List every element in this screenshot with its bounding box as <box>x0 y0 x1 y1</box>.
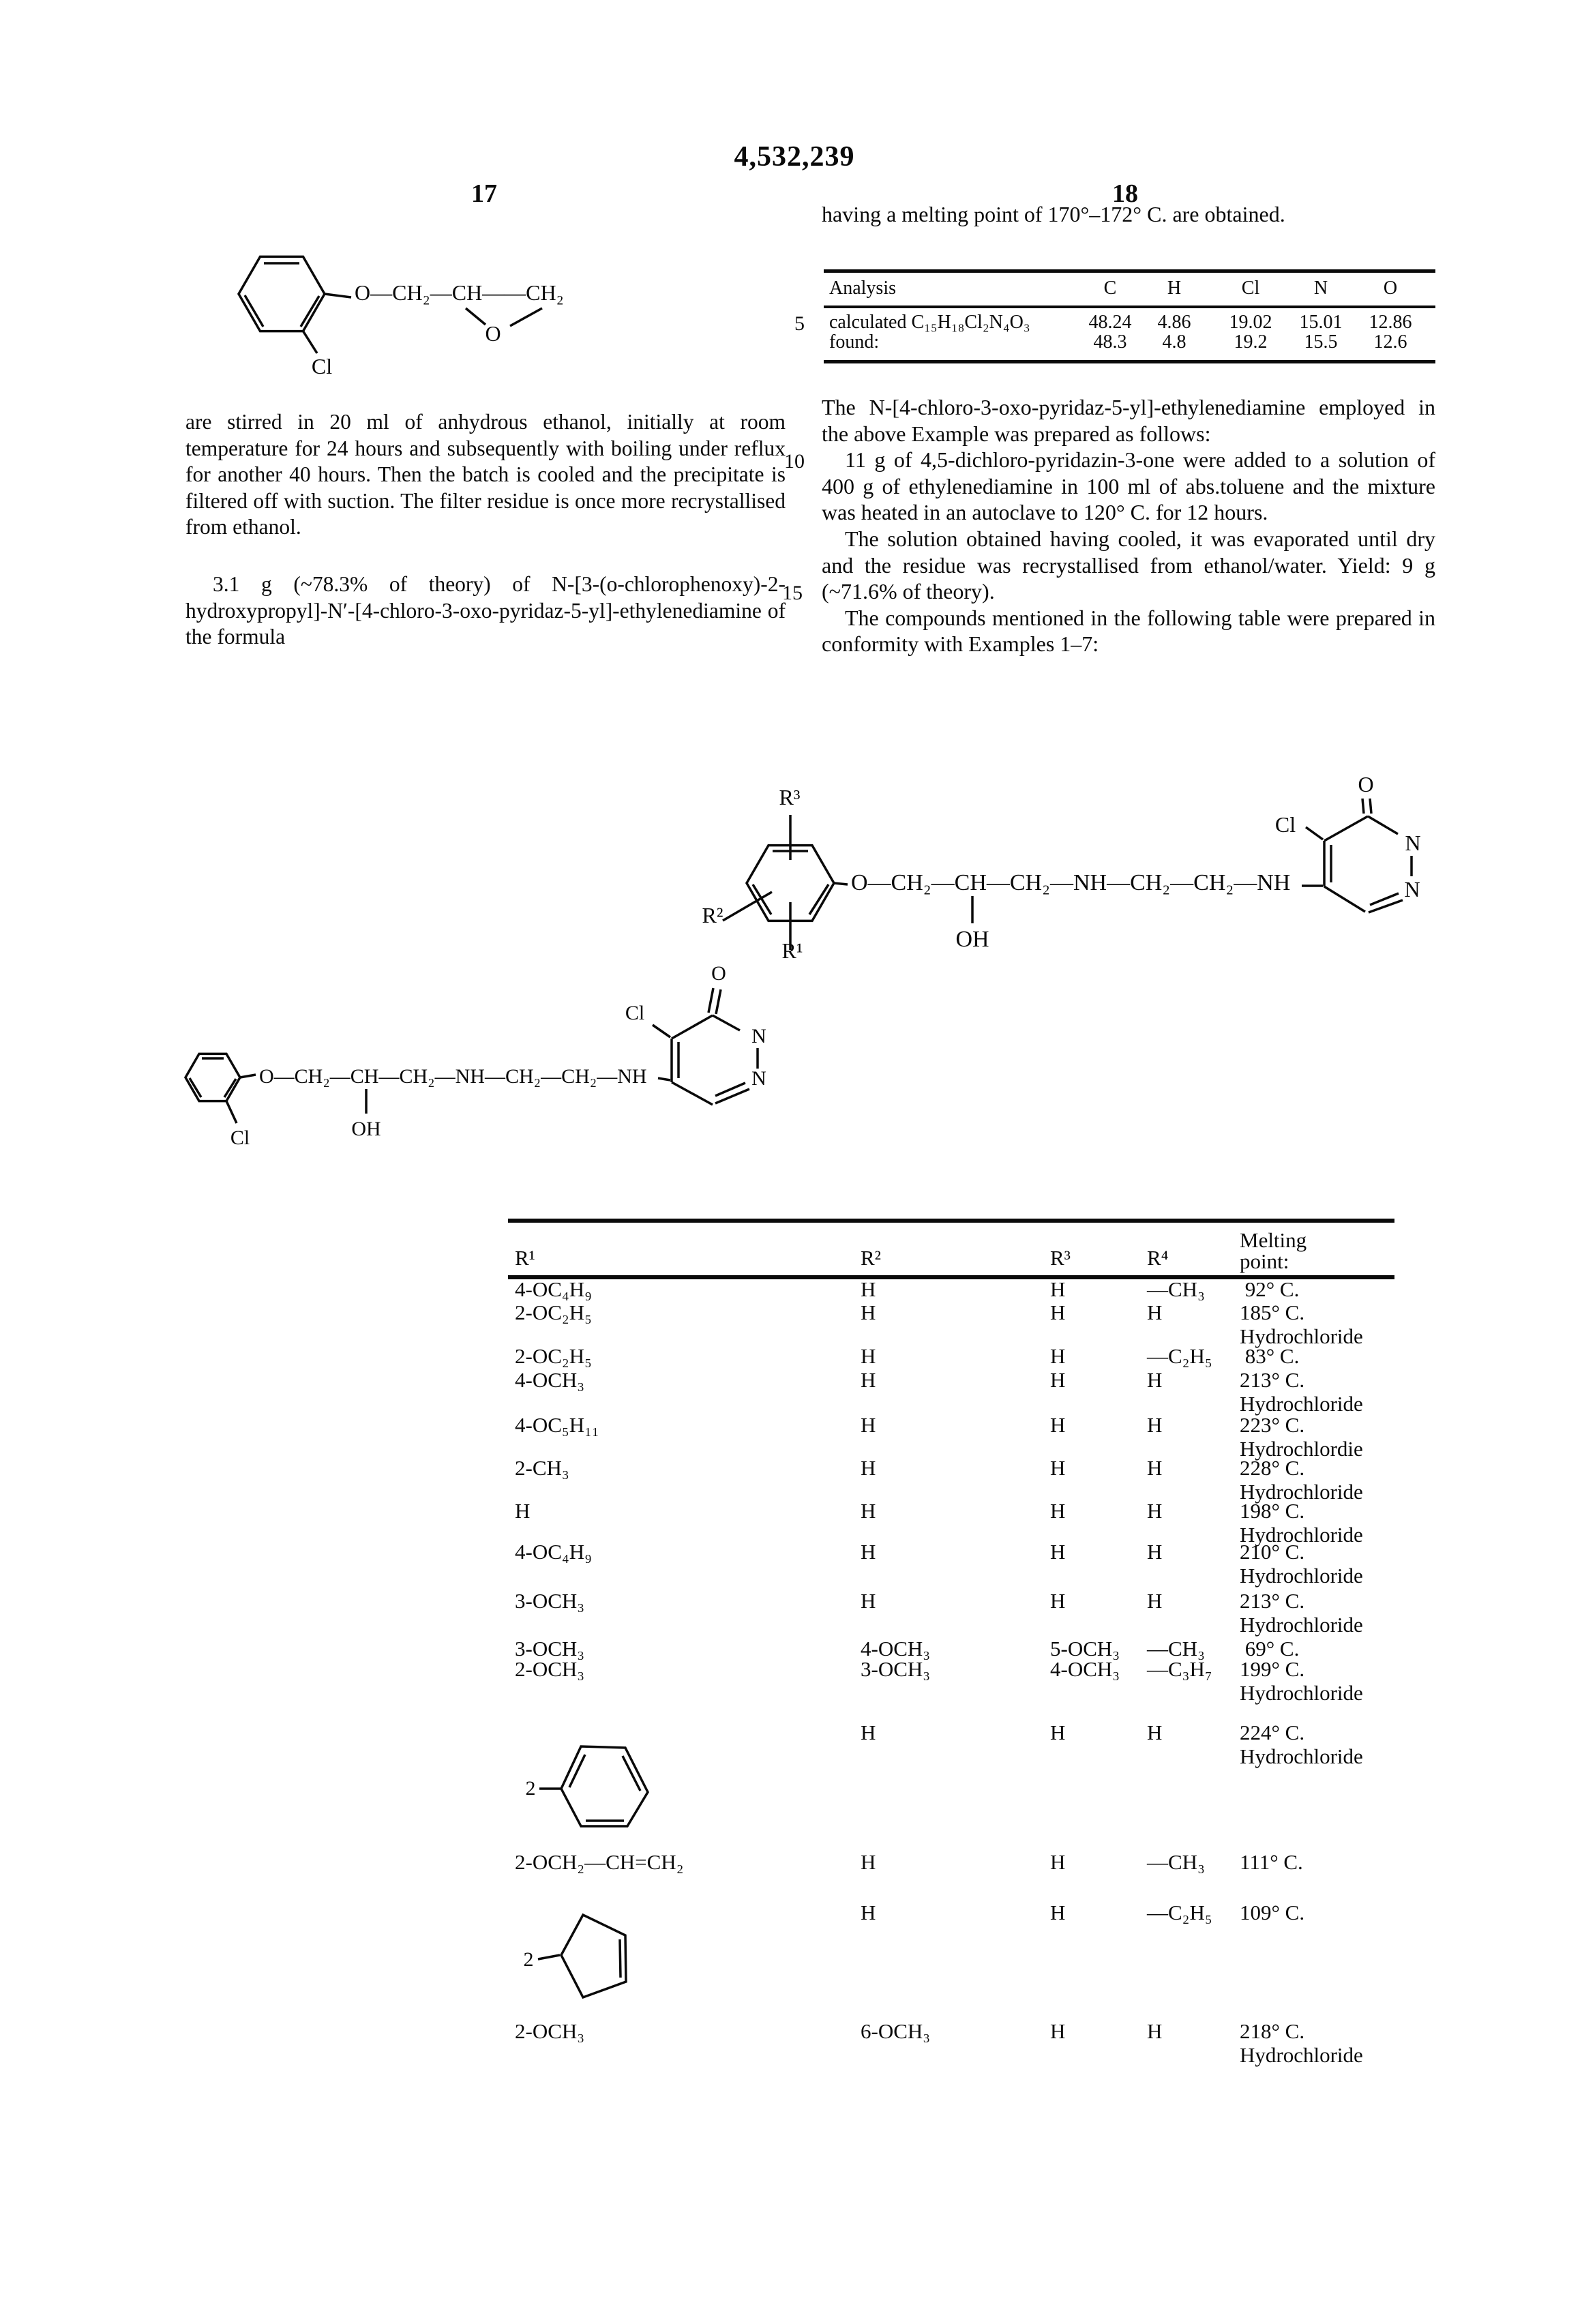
cell-substituent-r2: H <box>861 1901 876 1924</box>
cell-substituent-r2: H <box>861 1589 876 1613</box>
cell-melting-point: 198° C. Hydrochloride <box>1240 1499 1363 1547</box>
cell-melting-point: 69° C. <box>1240 1637 1300 1660</box>
left-paragraph-2: 3.1 g (~78.3% of theory) of N-[3-(o-chlorophenoxy)-2-hydroxypropyl]-N′-[4-chloro-3-oxo-pyridaz-5-yl]-ethylenediamine of the formula <box>185 572 786 649</box>
phenyl-chlorine-label: Cl <box>230 1127 250 1149</box>
phenyl-substituent-drawing <box>508 1739 665 1841</box>
cell-substituent-r1: 2-OC₂H₅ <box>515 1300 592 1324</box>
cell-substituent-r3: H <box>1050 2019 1066 2043</box>
cell-substituent-r3: H <box>1050 1413 1066 1437</box>
cell-melting-point: 223° C. Hydrochlordie <box>1240 1413 1363 1461</box>
cell-substituent-r1: 4-OC₅H₁₁ <box>515 1413 599 1437</box>
cell-substituent-r2: H <box>861 1277 876 1301</box>
cell-melting-point: 210° C. Hydrochloride <box>1240 1540 1363 1588</box>
position-label: 2 <box>525 1777 536 1800</box>
compound-table-row <box>508 1456 1394 1505</box>
column-header-r1: R¹ <box>515 1246 535 1270</box>
cell-substituent-r3: H <box>1050 1499 1066 1523</box>
compound-table <box>508 1219 1394 2105</box>
table-rule <box>508 1219 1394 1223</box>
cyclopentenyl-substituent-drawing <box>508 1906 644 2005</box>
melting-header-line2: point: <box>1240 1249 1289 1273</box>
analysis-element-header: H <box>1167 278 1182 299</box>
chlorine-label: Cl <box>625 1002 645 1024</box>
cell-substituent-r3: H <box>1050 1901 1066 1924</box>
cell-substituent-r1: 2-OCH₂—CH=CH₂ <box>515 1850 684 1874</box>
cell-substituent-r4: H <box>1147 1300 1163 1324</box>
cell-substituent-r2: 4-OCH₃ <box>861 1637 931 1660</box>
right-paragraph-1: The N-[4-chloro-3-oxo-pyridaz-5-yl]-ethylenediamine employed in the above Example was prepared as follows: <box>822 395 1435 446</box>
analysis-row-calculated <box>824 312 1435 332</box>
analysis-value: 12.86 <box>1369 312 1412 333</box>
position-label: 2 <box>523 1948 534 1971</box>
r2-substituent-label: R² <box>702 903 723 927</box>
cell-substituent-r3: H <box>1050 1720 1066 1744</box>
chlorine-label: Cl <box>1274 812 1296 837</box>
cell-substituent-r1: 2-CH₃ <box>515 1456 569 1480</box>
oxo-oxygen-label: O <box>711 962 726 985</box>
cell-substituent-r2: 3-OCH₃ <box>861 1657 931 1681</box>
compound-table-row <box>508 1300 1394 1350</box>
chain-formula: O—CH₂—CH—CH₂—NH—CH₂—CH₂—NH <box>259 1065 647 1088</box>
cell-substituent-r1: 2-OCH₃ <box>515 1657 585 1681</box>
column-number-left: 17 <box>471 179 497 208</box>
cell-substituent-r2: H <box>861 1413 876 1437</box>
cell-substituent-r4: H <box>1147 1499 1163 1523</box>
chain-formula: O—CH₂—CH—CH₂—NH—CH₂—CH₂—NH <box>851 870 1291 895</box>
cell-melting-point: 92° C. <box>1240 1277 1300 1301</box>
cyclopentene-ring-bonds <box>538 1915 626 1997</box>
cell-substituent-r4: —CH₃ <box>1147 1637 1205 1660</box>
table-rule <box>824 269 1435 273</box>
analysis-value: 48.24 <box>1088 312 1132 333</box>
ring-nitrogen-upper: N <box>1405 831 1421 855</box>
benzene-ring-bonds <box>539 1746 648 1826</box>
line-number-5: 5 <box>794 312 805 335</box>
column-number-right: 18 <box>1112 179 1138 208</box>
cell-substituent-r3: H <box>1050 1456 1066 1480</box>
cell-substituent-r2: H <box>861 1344 876 1368</box>
cell-substituent-r2: H <box>861 1300 876 1324</box>
compound-table-row <box>508 1850 1394 1876</box>
right-intro-line: having a melting point of 170°–172° C. are obtained. <box>822 202 1285 226</box>
cell-substituent-r4: H <box>1147 1413 1163 1437</box>
cell-substituent-r2: H <box>861 1850 876 1874</box>
cell-substituent-r1: 2-OC₂H₅ <box>515 1344 592 1368</box>
cell-substituent-r3: H <box>1050 1368 1066 1392</box>
analysis-element-header: O <box>1383 278 1398 299</box>
cell-substituent-r3: H <box>1050 1277 1066 1301</box>
compound-table-row <box>508 1657 1394 1706</box>
benzene-ring-bonds <box>239 256 351 353</box>
benzene-ring-bonds <box>185 1054 256 1123</box>
compound-table-row <box>508 1540 1394 1589</box>
right-paragraph-3: The solution obtained having cooled, it was evaporated until dry and the residue was recrystallised from ethanol/water. Yield: 9 g (~71.6% of theory). <box>822 526 1435 604</box>
cell-substituent-r4: —C₂H₅ <box>1147 1901 1212 1924</box>
compound-table-row <box>508 1413 1394 1462</box>
right-paragraph-2: 11 g of 4,5-dichloro-pyridazin-3-one were added to a solution of 400 g of ethylenediamine in 100 ml of abs.toluene and the mixture was heated in an autoclave to 120° C. for 12 hours. <box>822 447 1435 525</box>
table-rule <box>824 360 1435 363</box>
cell-melting-point: 109° C. <box>1240 1901 1305 1924</box>
column-header-r3: R³ <box>1050 1246 1071 1270</box>
ring-nitrogen-upper: N <box>751 1025 766 1047</box>
melting-header-line1: Melting <box>1240 1228 1307 1252</box>
chlorine-label: Cl <box>311 354 333 378</box>
epoxide-oxygen-label: O <box>485 321 501 346</box>
analysis-row-found <box>824 331 1435 352</box>
cell-substituent-r1: 3-OCH₃ <box>515 1589 585 1613</box>
cell-substituent-r3: H <box>1050 1850 1066 1874</box>
analysis-value: 4.8 <box>1162 331 1186 353</box>
compound-table-row <box>508 1589 1394 1638</box>
analysis-value: 19.2 <box>1234 331 1268 353</box>
cell-substituent-r4: H <box>1147 1368 1163 1392</box>
compound-table-row <box>508 1344 1394 1370</box>
cell-melting-point: 224° C. Hydrochloride <box>1240 1720 1363 1768</box>
line-number-15: 15 <box>782 582 803 604</box>
cell-substituent-r3: H <box>1050 1540 1066 1564</box>
cell-substituent-r4: —CH₃ <box>1147 1850 1205 1874</box>
table-rule <box>824 306 1435 308</box>
cell-substituent-r3: 5-OCH₃ <box>1050 1637 1120 1660</box>
hydroxyl-label: OH <box>955 927 989 952</box>
cell-substituent-r4: H <box>1147 1720 1163 1744</box>
ring-nitrogen-lower: N <box>751 1067 766 1090</box>
ring-nitrogen-lower: N <box>1404 877 1420 902</box>
cell-melting-point: 228° C. Hydrochloride <box>1240 1456 1363 1504</box>
line-number-10: 10 <box>784 450 805 473</box>
cell-substituent-r2: H <box>861 1456 876 1480</box>
cell-substituent-r2: 6-OCH₃ <box>861 2019 931 2043</box>
analysis-table <box>824 269 1435 365</box>
cell-substituent-r4: H <box>1147 2019 1163 2043</box>
analysis-value: 12.6 <box>1373 331 1407 353</box>
cell-substituent-r2: H <box>861 1720 876 1744</box>
analysis-value: 15.5 <box>1304 331 1338 353</box>
patent-number: 4,532,239 <box>734 141 855 173</box>
analysis-value: 48.3 <box>1093 331 1127 353</box>
benzene-ring-bonds <box>723 815 848 950</box>
chain-formula: O—CH₂—CH——CH₂ <box>355 280 564 305</box>
left-paragraph-1: are stirred in 20 ml of anhydrous ethanol, initially at room temperature for 24 hours and subsequently with boiling under reflux for another 40 hours. Then the batch is cooled and the precipitate is filtered off with suction. The filter residue is once more recrystallised from ethanol. <box>185 410 786 539</box>
right-paragraph-block <box>822 394 1435 657</box>
analysis-row-label: calculated C₁₅H₁₈Cl₂N₄O₃ <box>829 312 1030 333</box>
cell-substituent-r3: 4-OCH₃ <box>1050 1657 1120 1681</box>
cell-substituent-r1: H <box>515 1499 531 1523</box>
cell-melting-point: 185° C. Hydrochloride <box>1240 1300 1363 1348</box>
cell-substituent-r4: H <box>1147 1456 1163 1480</box>
r3-substituent-label: R³ <box>779 785 801 809</box>
cell-melting-point: 213° C. Hydrochloride <box>1240 1589 1363 1637</box>
cell-melting-point: 213° C. Hydrochloride <box>1240 1368 1363 1416</box>
compound-table-row <box>508 2019 1394 2068</box>
hydroxyl-label: OH <box>351 1118 381 1140</box>
cell-substituent-r3: H <box>1050 1589 1066 1613</box>
cell-substituent-r2: H <box>861 1368 876 1392</box>
cell-substituent-r3: H <box>1050 1344 1066 1368</box>
cell-substituent-r4: H <box>1147 1540 1163 1564</box>
specific-compound-drawing <box>153 944 849 1193</box>
r1-substituent-label: R¹ <box>781 938 803 963</box>
epoxide-structure-drawing <box>184 198 634 402</box>
cell-melting-point: 83° C. <box>1240 1344 1300 1368</box>
cell-melting-point: 218° C. Hydrochloride <box>1240 2019 1363 2067</box>
analysis-value: 4.86 <box>1157 312 1191 333</box>
analysis-value: 19.02 <box>1229 312 1272 333</box>
pyridazinone-ring-bonds <box>653 988 758 1105</box>
cell-substituent-r4: —C₃H₇ <box>1147 1657 1212 1681</box>
cell-substituent-r2: H <box>861 1540 876 1564</box>
cell-substituent-r1: 3-OCH₃ <box>515 1637 585 1660</box>
cell-substituent-r1: 2-OCH₃ <box>515 2019 585 2043</box>
analysis-row-label: found: <box>829 331 880 353</box>
cell-substituent-r1: 4-OCH₃ <box>515 1368 585 1392</box>
column-header-r4: R⁴ <box>1147 1246 1169 1270</box>
compound-table-row <box>508 1277 1394 1303</box>
cell-melting-point: 199° C. Hydrochloride <box>1240 1657 1363 1705</box>
analysis-element-header: Cl <box>1241 278 1260 299</box>
column-header-r2: R² <box>861 1246 881 1270</box>
analysis-element-header: C <box>1103 278 1117 299</box>
analysis-value: 15.01 <box>1299 312 1343 333</box>
cell-substituent-r3: H <box>1050 1300 1066 1324</box>
cell-melting-point: 111° C. <box>1240 1850 1303 1874</box>
cell-substituent-r1: 4-OC₄H₉ <box>515 1277 592 1301</box>
pyridazinone-ring-bonds <box>1302 799 1412 912</box>
oxo-oxygen-label: O <box>1358 772 1374 796</box>
analysis-table-title: Analysis <box>829 278 896 299</box>
cell-substituent-r4: —CH₃ <box>1147 1277 1205 1301</box>
analysis-element-header: N <box>1313 278 1328 299</box>
compound-table-row <box>508 1368 1394 1417</box>
cell-substituent-r4: H <box>1147 1589 1163 1613</box>
cell-substituent-r1: 4-OC₄H₉ <box>515 1540 592 1564</box>
cell-substituent-r4: —C₂H₅ <box>1147 1344 1212 1368</box>
epoxide-ring-bonds <box>466 308 542 326</box>
cell-substituent-r2: H <box>861 1499 876 1523</box>
right-paragraph-4: The compounds mentioned in the following table were prepared in conformity with Examples 1–7: <box>822 605 1435 657</box>
